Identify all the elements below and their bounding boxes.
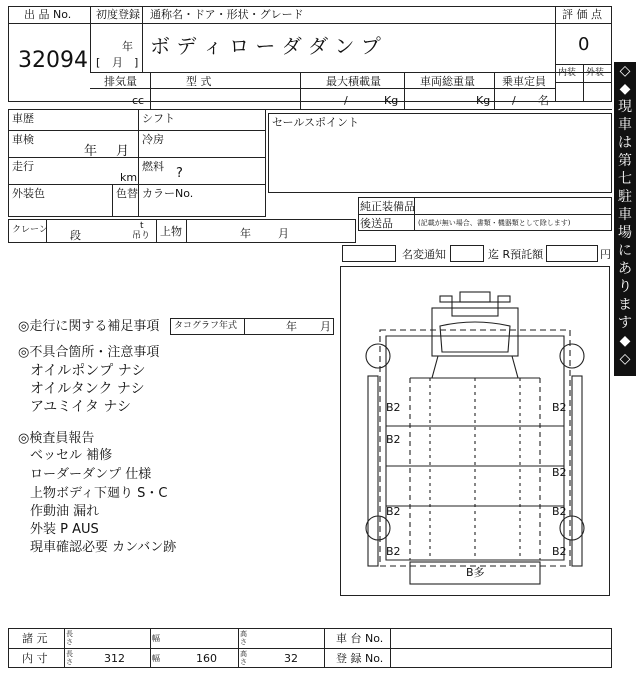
ext-color-label: 外装色 (12, 187, 45, 200)
inner-length: 312 (104, 652, 125, 665)
inner-width-label: 幅 (152, 654, 160, 663)
year-unit: 年 (122, 40, 133, 53)
inspection-label: 車検 (12, 133, 34, 146)
gross-weight-label: 車両総重量 (420, 75, 475, 88)
slash-2: / (512, 94, 516, 107)
kg-unit-2: Kg (476, 94, 491, 107)
kg-unit-1: Kg (384, 94, 399, 107)
deposit-box (546, 245, 598, 262)
crane-row (8, 219, 356, 243)
later-label: 後送品 (360, 217, 393, 230)
max-load-label: 最大積載量 (326, 75, 381, 88)
damage-mark: B2 (552, 401, 567, 414)
tacho-month: 月 (320, 320, 331, 333)
displacement-label: 排気量 (104, 75, 137, 88)
shift-label: シフト (142, 112, 175, 125)
slash-1: / (344, 94, 348, 107)
bracket-left: [ (96, 56, 101, 69)
width-label: 幅 (152, 634, 160, 643)
damage-mark: B2 (386, 545, 401, 558)
inspector-note: 現車確認必要 カンバン跡 (30, 540, 177, 555)
first-reg-label: 初度登録 (96, 8, 140, 21)
damage-mark: B2 (386, 433, 401, 446)
inner-height: 32 (284, 652, 298, 665)
later-note: (記載が無い場合、書類・機器類として除します) (418, 219, 571, 227)
crane-hook: 吊り (132, 231, 151, 241)
upper-year: 年 (240, 227, 251, 240)
blank-box-2 (450, 245, 484, 262)
height-label: 高さ (240, 630, 247, 646)
km-unit: km (120, 171, 138, 184)
tacho-year: 年 (286, 320, 297, 333)
ac-label: 冷房 (142, 133, 164, 146)
crane-ton: t (140, 221, 144, 231)
damage-mark: B2 (552, 545, 567, 558)
mileage-label: 走行 (12, 160, 34, 173)
yen-label: 円 (600, 248, 611, 261)
model-label: 型 式 (186, 75, 212, 88)
side-banner: ◇ ◆ 現 車 は 第 七 駐 車 場 に あ り ま す ◆ ◇ (614, 62, 636, 376)
inspector-note: ベッセル 補修 (30, 448, 113, 463)
defect-item: アユミイタ ナシ (30, 399, 132, 415)
defect-item: オイルタンク ナシ (30, 381, 145, 397)
inner-length-label: 長さ (66, 650, 73, 666)
rating-value: 0 (578, 34, 590, 55)
model-name: ボ デ ィ ロ ー ダ ダ ン プ (150, 34, 381, 58)
capacity-label: 乗車定員 (502, 75, 546, 88)
name-change-label: 名変通知 (402, 248, 446, 261)
damage-mark: B2 (552, 505, 567, 518)
history-label: 車歴 (12, 112, 34, 125)
color-code-label: 色替 (116, 187, 138, 200)
upper-label: 上物 (160, 225, 182, 238)
person-unit: 名 (538, 94, 549, 107)
chassis-label: 車 台 No. (336, 632, 384, 645)
sales-point-label: セールスポイント (272, 116, 360, 129)
inner-label: 内 寸 (22, 652, 48, 665)
reg-label: 登 録 No. (336, 652, 384, 665)
deposit-label: 迄 R預託額 (488, 248, 544, 261)
left-grid-frame (8, 109, 266, 217)
damage-mark: B2 (552, 466, 567, 479)
inner-width: 160 (196, 652, 217, 665)
truck-diagram (340, 266, 610, 596)
rating-label: 評 価 点 (562, 8, 602, 21)
interior-label: 内装 (558, 68, 577, 78)
crane-label: クレーン (12, 225, 48, 235)
damage-mark: B2 (386, 505, 401, 518)
inspection-month: 月 (116, 144, 130, 159)
inspector-note: ローダーダンプ 仕様 (30, 467, 152, 482)
fuel-value: ? (176, 166, 183, 181)
inspector-note: 上物ボディ下廻り S・C (30, 486, 168, 501)
damage-mark: B2 (386, 401, 401, 414)
exterior-label: 外装 (586, 68, 605, 78)
lot-label: 出 品 No. (24, 8, 72, 21)
running-note-label: ◎走行に関する補足事項 (18, 319, 160, 334)
cc-unit: cc (132, 94, 145, 107)
lot-number: 32094 (18, 48, 88, 73)
defects-label: ◎不具合箇所・注意事項 (18, 345, 160, 360)
specs-label: 諸 元 (22, 632, 48, 645)
fuel-label: 燃料 (142, 160, 164, 173)
color-no-label: カラーNo. (142, 187, 194, 200)
damage-mark: B多 (466, 566, 485, 579)
tacho-label: タコグラフ年式 (174, 321, 238, 331)
name-label: 通称名・ドア・形状・グレード (150, 8, 304, 21)
length-label: 長さ (66, 630, 73, 646)
defect-item: オイルポンプ ナシ (30, 363, 146, 379)
inspector-note: 作動油 漏れ (30, 504, 100, 519)
upper-month: 月 (278, 227, 289, 240)
month-unit: 月 (112, 56, 123, 69)
genuine-label: 純正装備品 (360, 200, 415, 213)
inspection-year: 年 (84, 144, 98, 159)
inner-height-label: 高さ (240, 650, 247, 666)
inspector-label: ◎検査員報告 (18, 431, 95, 446)
bracket-right: ] (134, 56, 139, 69)
inspector-note: 外装 P AUS (30, 522, 99, 537)
crane-stage: 段 (70, 229, 81, 242)
blank-box-1 (342, 245, 396, 262)
